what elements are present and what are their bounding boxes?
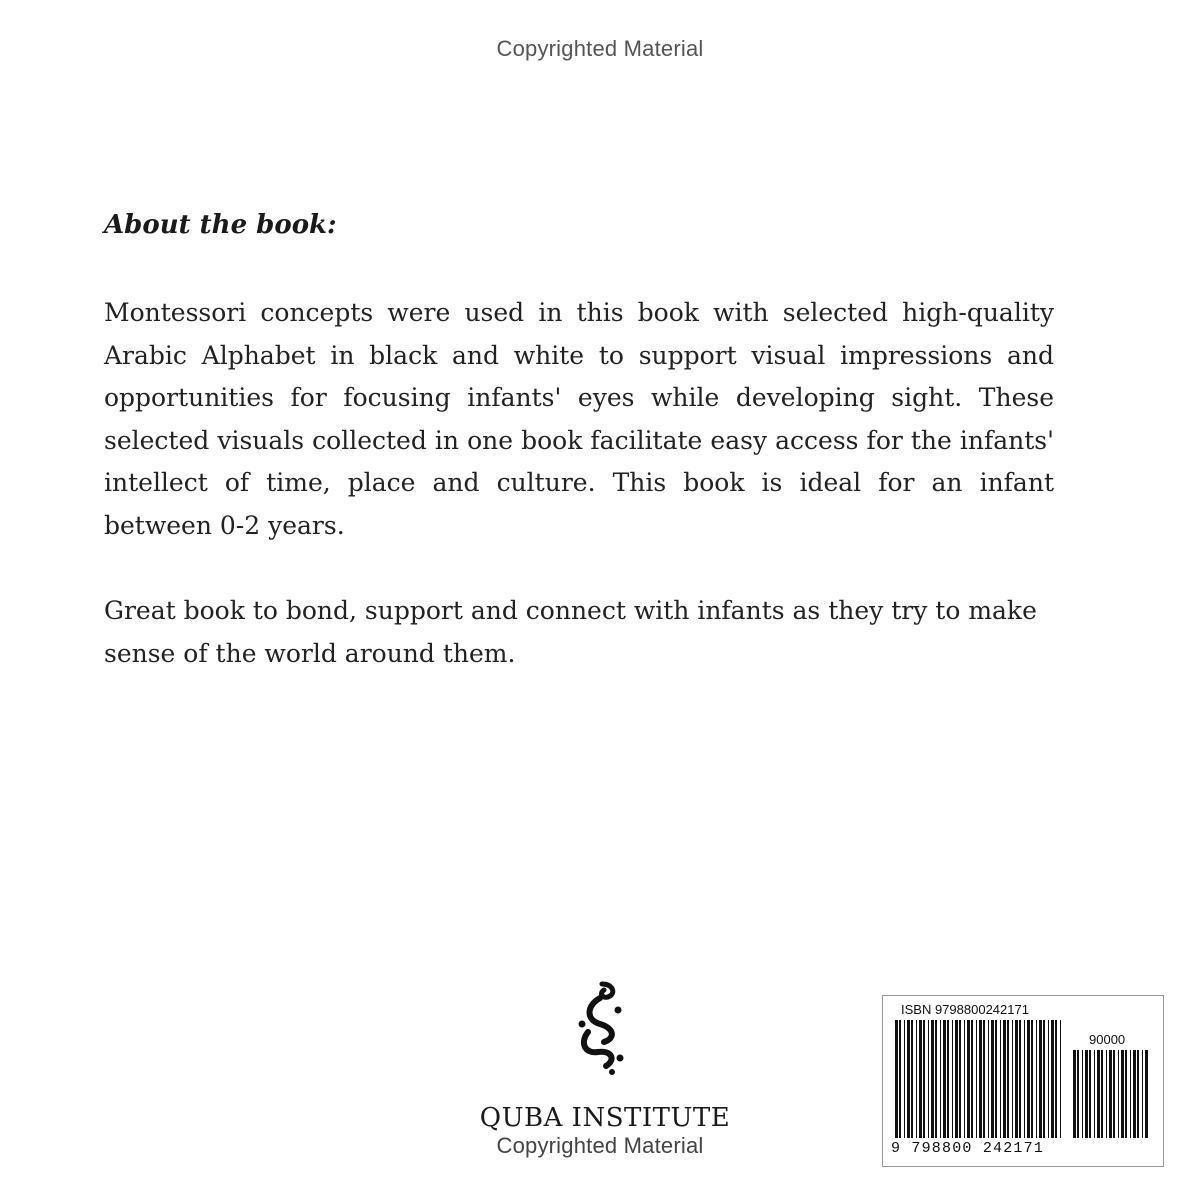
isbn-barcode [882, 995, 1164, 1167]
barcode-bar [1130, 1050, 1131, 1138]
barcode-bar [1085, 1050, 1088, 1138]
barcode-bar [1145, 1050, 1148, 1138]
barcode-bar [935, 1020, 937, 1138]
copyright-watermark-bottom: Copyrighted Material [496, 1133, 704, 1158]
barcode-bar [1077, 1050, 1079, 1138]
barcode-bar [988, 1020, 989, 1138]
barcode-bar [1089, 1050, 1091, 1138]
barcode-bar [979, 1020, 982, 1138]
barcode-bar [1133, 1050, 1136, 1138]
price-code: 90000 [1089, 1032, 1126, 1047]
barcode-bar [931, 1020, 934, 1138]
barcode-bar [928, 1020, 929, 1138]
barcode-bar [1121, 1050, 1124, 1138]
barcode-bar [904, 1020, 905, 1138]
barcode-bar [995, 1020, 997, 1138]
barcode-bar [1012, 1020, 1013, 1138]
arabic-calligraphy-logo-icon [560, 980, 640, 1080]
barcode-bar [1118, 1050, 1119, 1138]
barcode-bar [983, 1020, 985, 1138]
barcode-bar [1097, 1050, 1100, 1138]
barcode-bar [1043, 1020, 1045, 1138]
barcode-bar [1048, 1020, 1049, 1138]
isbn-label: ISBN 9798800242171 [901, 1002, 1029, 1017]
barcode-bar [952, 1020, 953, 1138]
copyright-watermark-top: Copyrighted Material [496, 36, 704, 61]
barcode-bar [1109, 1050, 1112, 1138]
barcode-bar [907, 1020, 910, 1138]
barcode-bar [1106, 1050, 1107, 1138]
barcode-bar [971, 1020, 973, 1138]
barcode-bar [1142, 1050, 1143, 1138]
barcode-bar [959, 1020, 961, 1138]
barcode-bar [1094, 1050, 1095, 1138]
barcode-bar [940, 1020, 941, 1138]
barcode-bar [1113, 1050, 1115, 1138]
barcode-bar [964, 1020, 965, 1138]
barcode-digits: 9 798800 242171 [891, 1140, 1045, 1157]
barcode-bar [1060, 1020, 1061, 1138]
barcode-bar [967, 1020, 970, 1138]
barcode-bar [1101, 1050, 1103, 1138]
barcode-bar [1024, 1020, 1025, 1138]
barcode-addon-bars [1071, 1050, 1151, 1138]
barcode-bar [1019, 1020, 1021, 1138]
barcode-bar [991, 1020, 994, 1138]
barcode-bar [1082, 1050, 1083, 1138]
barcode-bar [1055, 1020, 1057, 1138]
barcode-bar [1000, 1020, 1001, 1138]
barcode-bar [899, 1020, 901, 1138]
barcode-bar [947, 1020, 949, 1138]
barcode-bar [1073, 1050, 1076, 1138]
barcode-bar [1036, 1020, 1037, 1138]
barcode-bar [1015, 1020, 1018, 1138]
description-paragraph-2: Great book to bond, support and connect with infants as they try to make sense of the world around them. [104, 596, 1037, 668]
barcode-bar [1031, 1020, 1033, 1138]
barcode-bar [1039, 1020, 1042, 1138]
barcode-bar [1125, 1050, 1127, 1138]
barcode-bar [919, 1020, 922, 1138]
barcode-bar [911, 1020, 913, 1138]
barcode-bar [1027, 1020, 1030, 1138]
barcode-bar [1051, 1020, 1054, 1138]
barcode-bar [895, 1020, 898, 1138]
barcode-bar [916, 1020, 917, 1138]
barcode-bar [1137, 1050, 1139, 1138]
barcode-bar [923, 1020, 925, 1138]
barcode-bar [1007, 1020, 1009, 1138]
description-paragraph-1: Montessori concepts were used in this book with selected high-quality Arabic Alphabet in black and white to support visual impressions and opportunities for focusing infants' eyes while developing sight. These selected visuals collected in one book facilitate easy access for the infants' intellect of time, place and culture. This book is ideal for an infant between 0-2 years. [104, 298, 1054, 540]
barcode-bar [943, 1020, 946, 1138]
about-heading: About the book: [104, 210, 337, 240]
barcode-bar [1003, 1020, 1006, 1138]
barcode-bar [976, 1020, 977, 1138]
publisher-name: QUBA INSTITUTE [479, 1103, 731, 1133]
barcode-main-bars [893, 1020, 1063, 1138]
barcode-bar [955, 1020, 958, 1138]
